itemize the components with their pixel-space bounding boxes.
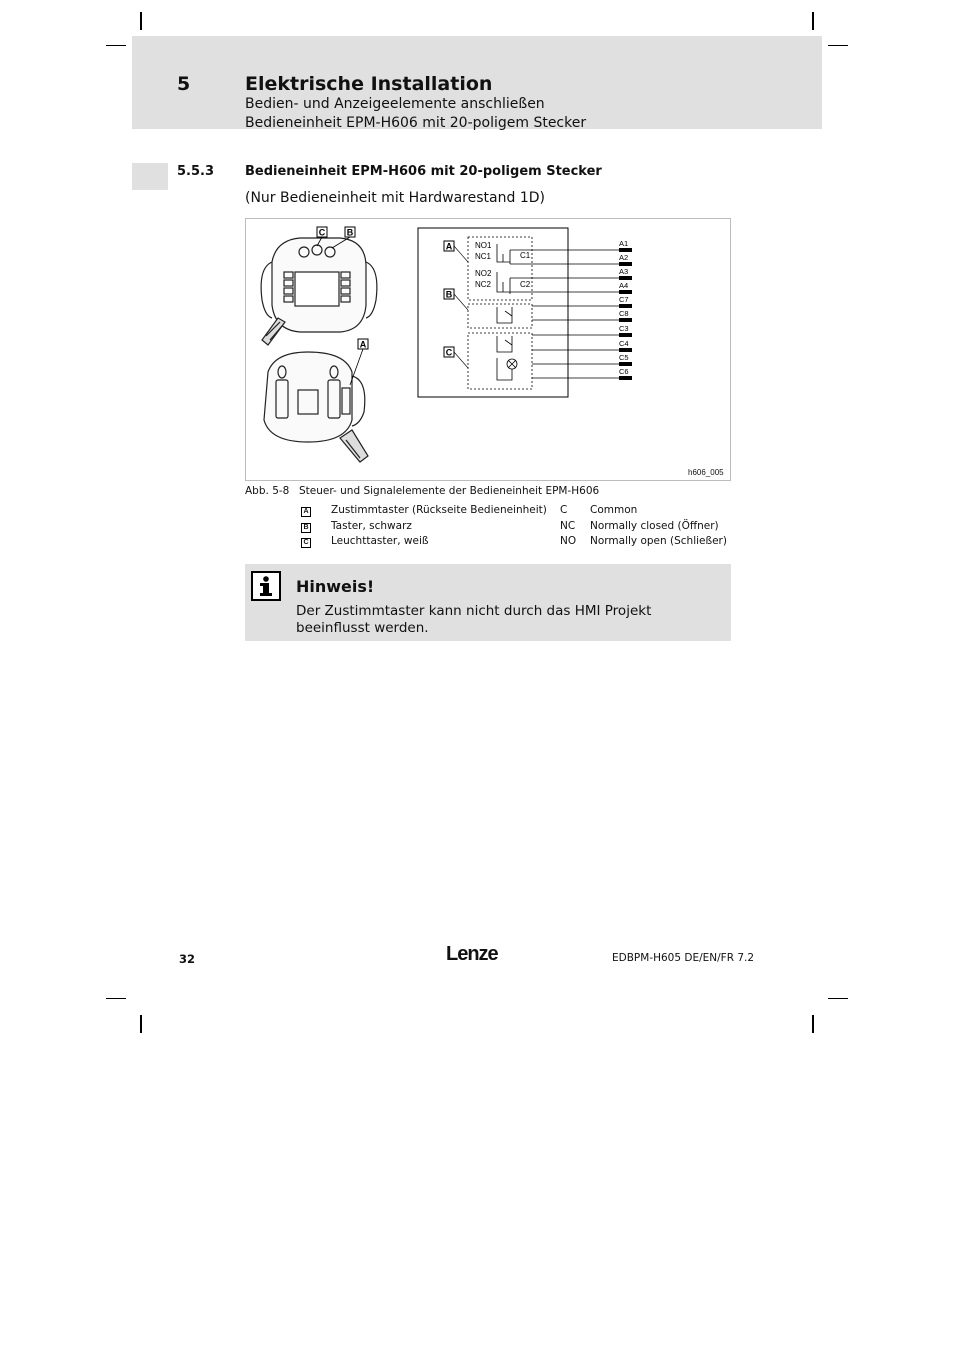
lenze-logo: Lenze: [446, 943, 498, 965]
svg-text:NC1: NC1: [475, 252, 492, 261]
section-marker: [132, 163, 168, 190]
crop-mark: [140, 12, 142, 30]
device-back-view: [264, 352, 368, 462]
crop-mark: [140, 1015, 142, 1033]
figure-id: h606_005: [688, 468, 724, 477]
svg-text:C4: C4: [619, 339, 629, 348]
svg-text:C7: C7: [619, 295, 629, 304]
crop-mark: [106, 45, 126, 46]
svg-text:C: C: [445, 347, 453, 358]
svg-text:B: B: [445, 289, 453, 300]
svg-text:NO1: NO1: [475, 241, 492, 250]
page-number: 32: [179, 952, 196, 966]
svg-text:A: A: [359, 339, 367, 350]
legend-text: Taster, schwarz: [331, 520, 412, 532]
callout-c: [317, 227, 327, 238]
svg-text:C2: C2: [520, 280, 531, 289]
svg-text:A3: A3: [619, 267, 629, 276]
abbreviation: NC: [560, 520, 576, 532]
figure-caption-label: Abb. 5-8: [245, 485, 290, 497]
crop-mark: [812, 1015, 814, 1033]
legend-text: Zustimmtaster (Rückseite Bedieneinheit): [331, 504, 547, 516]
svg-text:C3: C3: [619, 324, 629, 333]
header-subtitle: Bedieneinheit EPM-H606 mit 20-poligem Stecker: [245, 115, 587, 131]
crop-mark: [812, 12, 814, 30]
abbreviation: C: [560, 504, 568, 516]
section-note: (Nur Bedieneinheit mit Hardwarestand 1D): [245, 190, 545, 206]
svg-text:C: C: [318, 227, 326, 238]
header-subtitle: Bedien- und Anzeigeelemente anschließen: [245, 96, 545, 112]
section-number: 5.5.3: [177, 164, 215, 179]
legend-key: C: [301, 535, 311, 548]
legend-text: Leuchttaster, weiß: [331, 535, 429, 547]
info-icon: [251, 571, 281, 601]
chapter-number: 5: [177, 73, 191, 95]
crop-mark: [828, 45, 848, 46]
svg-text:A2: A2: [619, 253, 629, 262]
svg-text:C1: C1: [520, 251, 531, 260]
section-title: Bedieneinheit EPM-H606 mit 20-poligem Stecker: [245, 164, 602, 179]
wiring-schematic: [415, 224, 640, 402]
document-id: EDBPM-H605 DE/EN/FR 7.2: [612, 952, 755, 964]
crop-mark: [106, 998, 126, 999]
svg-text:B: B: [346, 227, 354, 238]
abbreviation-text: Normally closed (Öffner): [590, 520, 719, 532]
svg-text:C5: C5: [619, 353, 629, 362]
hint-text: Der Zustimmtaster kann nicht durch das HMI Projekt beeinflusst werden.: [296, 603, 652, 636]
hint-title: Hinweis!: [296, 577, 375, 596]
svg-text:A1: A1: [619, 239, 629, 248]
crop-mark: [828, 998, 848, 999]
svg-text:A: A: [445, 241, 453, 252]
chapter-title: Elektrische Installation: [245, 73, 493, 95]
svg-text:NC2: NC2: [475, 280, 492, 289]
svg-text:NO2: NO2: [475, 269, 492, 278]
svg-text:C8: C8: [619, 309, 629, 318]
legend-key: B: [301, 520, 311, 533]
device-front-view: [261, 238, 377, 345]
abbreviation: NO: [560, 535, 577, 547]
svg-text:C6: C6: [619, 367, 629, 376]
svg-text:A4: A4: [619, 281, 629, 290]
abbreviation-text: Normally open (Schließer): [590, 535, 727, 547]
callout-b: [345, 227, 355, 238]
figure-caption: Steuer- und Signalelemente der Bedieneinheit EPM-H606: [299, 485, 600, 497]
callout-a: [358, 339, 368, 350]
legend-key: A: [301, 504, 311, 517]
abbreviation-text: Common: [590, 504, 638, 516]
